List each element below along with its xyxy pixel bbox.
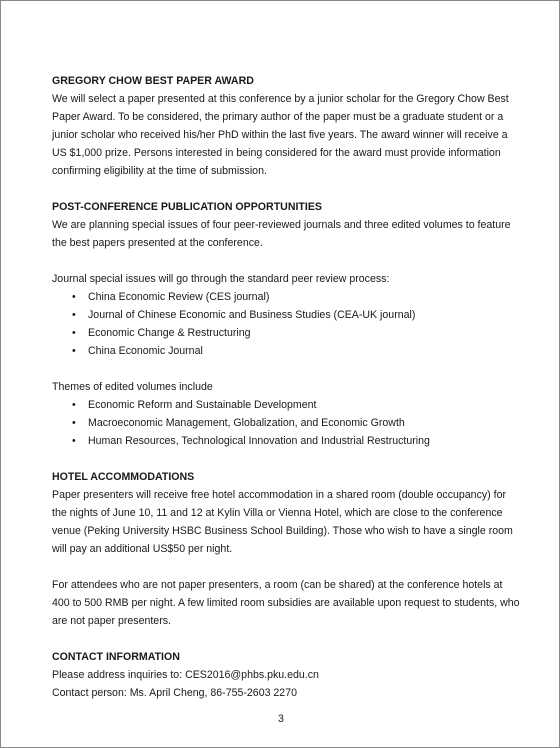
- bullet-glyph: •: [72, 399, 76, 411]
- contact-section: [52, 648, 522, 702]
- hotel-heading: HOTEL ACCOMMODATIONS: [52, 471, 195, 483]
- award-section: [52, 72, 522, 180]
- hotel-section: [52, 468, 522, 630]
- list-item: [52, 432, 522, 450]
- journals-list: [52, 288, 522, 360]
- list-item: [52, 288, 522, 306]
- publication-intro: We are planning special issues of four peer-reviewed journals and three edited volumes to feature the best papers presented at the conference.: [52, 219, 511, 249]
- hotel-attendees-paragraph: For attendees who are not paper presenters, a room (can be shared) at the conference hotels at 400 to 500 RMB per night. A few limited room subsidies are available upon request to students, who are not paper presenters.: [52, 579, 520, 627]
- bullet-glyph: •: [72, 345, 76, 357]
- page-number: 3: [278, 713, 284, 725]
- spacer: [52, 360, 522, 378]
- list-item: [52, 396, 522, 414]
- bullet-glyph: •: [72, 291, 76, 303]
- page-content: [52, 72, 522, 720]
- journals-intro: Journal special issues will go through the standard peer review process:: [52, 273, 390, 285]
- theme-name: Economic Reform and Sustainable Development: [88, 399, 317, 411]
- publication-heading: POST-CONFERENCE PUBLICATION OPPORTUNITIES: [52, 201, 322, 213]
- journal-name: China Economic Review (CES journal): [88, 291, 270, 303]
- journal-name: Journal of Chinese Economic and Business Studies (CEA-UK journal): [88, 309, 416, 321]
- list-item: [52, 414, 522, 432]
- list-item: [52, 324, 522, 342]
- hotel-presenters-paragraph: Paper presenters will receive free hotel accommodation in a shared room (double occupancy) for the nights of June 10, 11 and 12 at Kylin Villa or Vienna Hotel, which are close to the conference venue (Peking University HSBC Business School Building). Those who wish to have a single room will pay an additional US$50 per night.: [52, 489, 513, 555]
- themes-intro: Themes of edited volumes include: [52, 381, 213, 393]
- list-item: [52, 342, 522, 360]
- bullet-glyph: •: [72, 309, 76, 321]
- bullet-glyph: •: [72, 417, 76, 429]
- bullet-glyph: •: [72, 327, 76, 339]
- theme-name: Human Resources, Technological Innovation and Industrial Restructuring: [88, 435, 430, 447]
- journal-name: Economic Change & Restructuring: [88, 327, 251, 339]
- spacer: [52, 558, 522, 576]
- publication-section: [52, 198, 522, 450]
- contact-inquiries: Please address inquiries to: CES2016@phbs.pku.edu.cn: [52, 669, 319, 681]
- bullet-glyph: •: [72, 435, 76, 447]
- journal-name: China Economic Journal: [88, 345, 203, 357]
- themes-list: [52, 396, 522, 450]
- spacer: [52, 252, 522, 270]
- award-heading: GREGORY CHOW BEST PAPER AWARD: [52, 75, 254, 87]
- list-item: [52, 306, 522, 324]
- theme-name: Macroeconomic Management, Globalization, and Economic Growth: [88, 417, 405, 429]
- award-body: We will select a paper presented at this conference by a junior scholar for the Gregory Chow Best Paper Award. To be considered, the primary author of the paper must be a graduate student or a junior scholar who received his/her PhD within the last five years. The award winner will receive a US $1,000 prize. Persons interested in being considered for the award must provide information confirming eligibility at the time of submission.: [52, 93, 509, 177]
- contact-person: Contact person: Ms. April Cheng, 86-755-2603 2270: [52, 687, 297, 699]
- contact-heading: CONTACT INFORMATION: [52, 651, 180, 663]
